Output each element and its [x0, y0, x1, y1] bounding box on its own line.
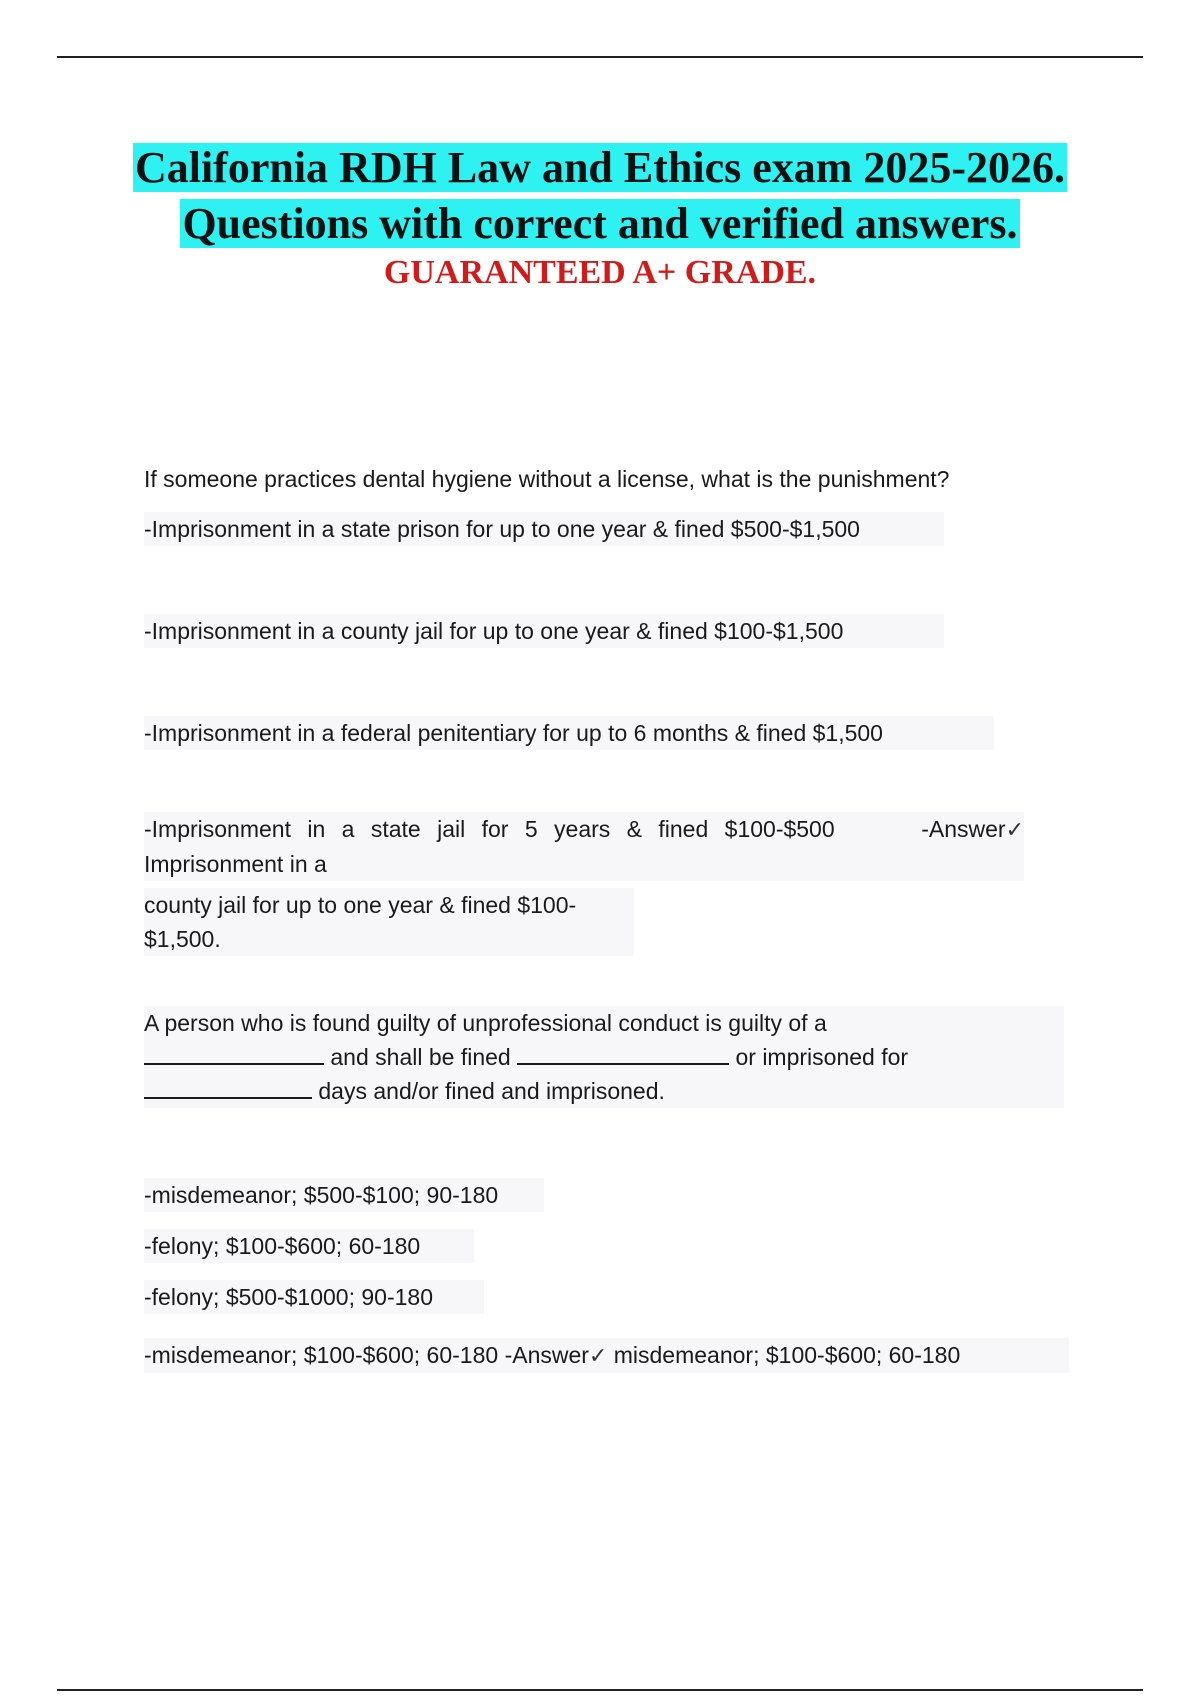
q1-answer-continued: [144, 888, 634, 956]
document-title: [100, 140, 1100, 252]
q1-answer-line-1: Imprisonment in a: [144, 851, 327, 877]
q1-option-2: -Imprisonment in a county jail for up to one year & fined $100-$1,500: [144, 614, 944, 648]
title-highlight: California RDH Law and Ethics exam 2025-2026. Questions with correct and verified answers.: [134, 143, 1066, 248]
q2-question-seg-3: days and/or fined and imprisoned.: [318, 1078, 665, 1104]
blank-line-3: [144, 1075, 312, 1099]
guarantee-subtitle: GUARANTEED A+ GRADE.: [383, 254, 817, 291]
q1-answer-label: -Answer: [921, 816, 1006, 842]
blank-line-1: [144, 1041, 324, 1065]
q1-answer-line-3: $1,500.: [144, 926, 221, 952]
q2-answer-label: -Answer: [504, 1342, 589, 1368]
q1-option-3: -Imprisonment in a federal penitentiary for up to 6 months & fined $1,500: [144, 716, 994, 750]
blank-line-2: [517, 1041, 729, 1065]
q2-question-seg-1: and shall be fined: [330, 1044, 511, 1070]
q2-question-line-1: A person who is found guilty of unprofessional conduct is guilty of a: [144, 1010, 827, 1036]
check-icon: ✓: [1005, 817, 1024, 842]
q1-option-1: -Imprisonment in a state prison for up to one year & fined $500-$1,500: [144, 512, 944, 546]
q2-option-2: -felony; $100-$600; 60-180: [144, 1229, 474, 1263]
q2-question-line-3: [144, 1074, 1064, 1108]
q2-option-1: -misdemeanor; $500-$100; 90-180: [144, 1178, 544, 1212]
q2-question: [144, 1006, 1064, 1108]
q1-option-4-with-answer: [144, 812, 1024, 881]
bottom-rule: [57, 1689, 1143, 1691]
q2-question-line-2: [144, 1040, 1064, 1074]
q2-option-4-with-answer: [144, 1338, 1069, 1373]
q2-option-4: -misdemeanor; $100-$600; 60-180: [144, 1342, 499, 1368]
title-block: [100, 140, 1100, 294]
check-icon: ✓: [588, 1343, 608, 1368]
q1-question: If someone practices dental hygiene without a license, what is the punishment?: [144, 466, 950, 492]
top-rule: [57, 56, 1143, 58]
q1-option-4-row: [144, 812, 1024, 847]
q2-question-seg-2: or imprisoned for: [735, 1044, 909, 1070]
q2-option-3: -felony; $500-$1000; 90-180: [144, 1280, 484, 1314]
q2-answer: misdemeanor; $100-$600; 60-180: [613, 1342, 961, 1368]
q1-option-4: -Imprisonment in a state jail for 5 years & fined $100-$500: [144, 816, 835, 842]
q1-answer-line-2: county jail for up to one year & fined $100-: [144, 892, 577, 918]
q1-answer-marker: [921, 812, 1024, 847]
